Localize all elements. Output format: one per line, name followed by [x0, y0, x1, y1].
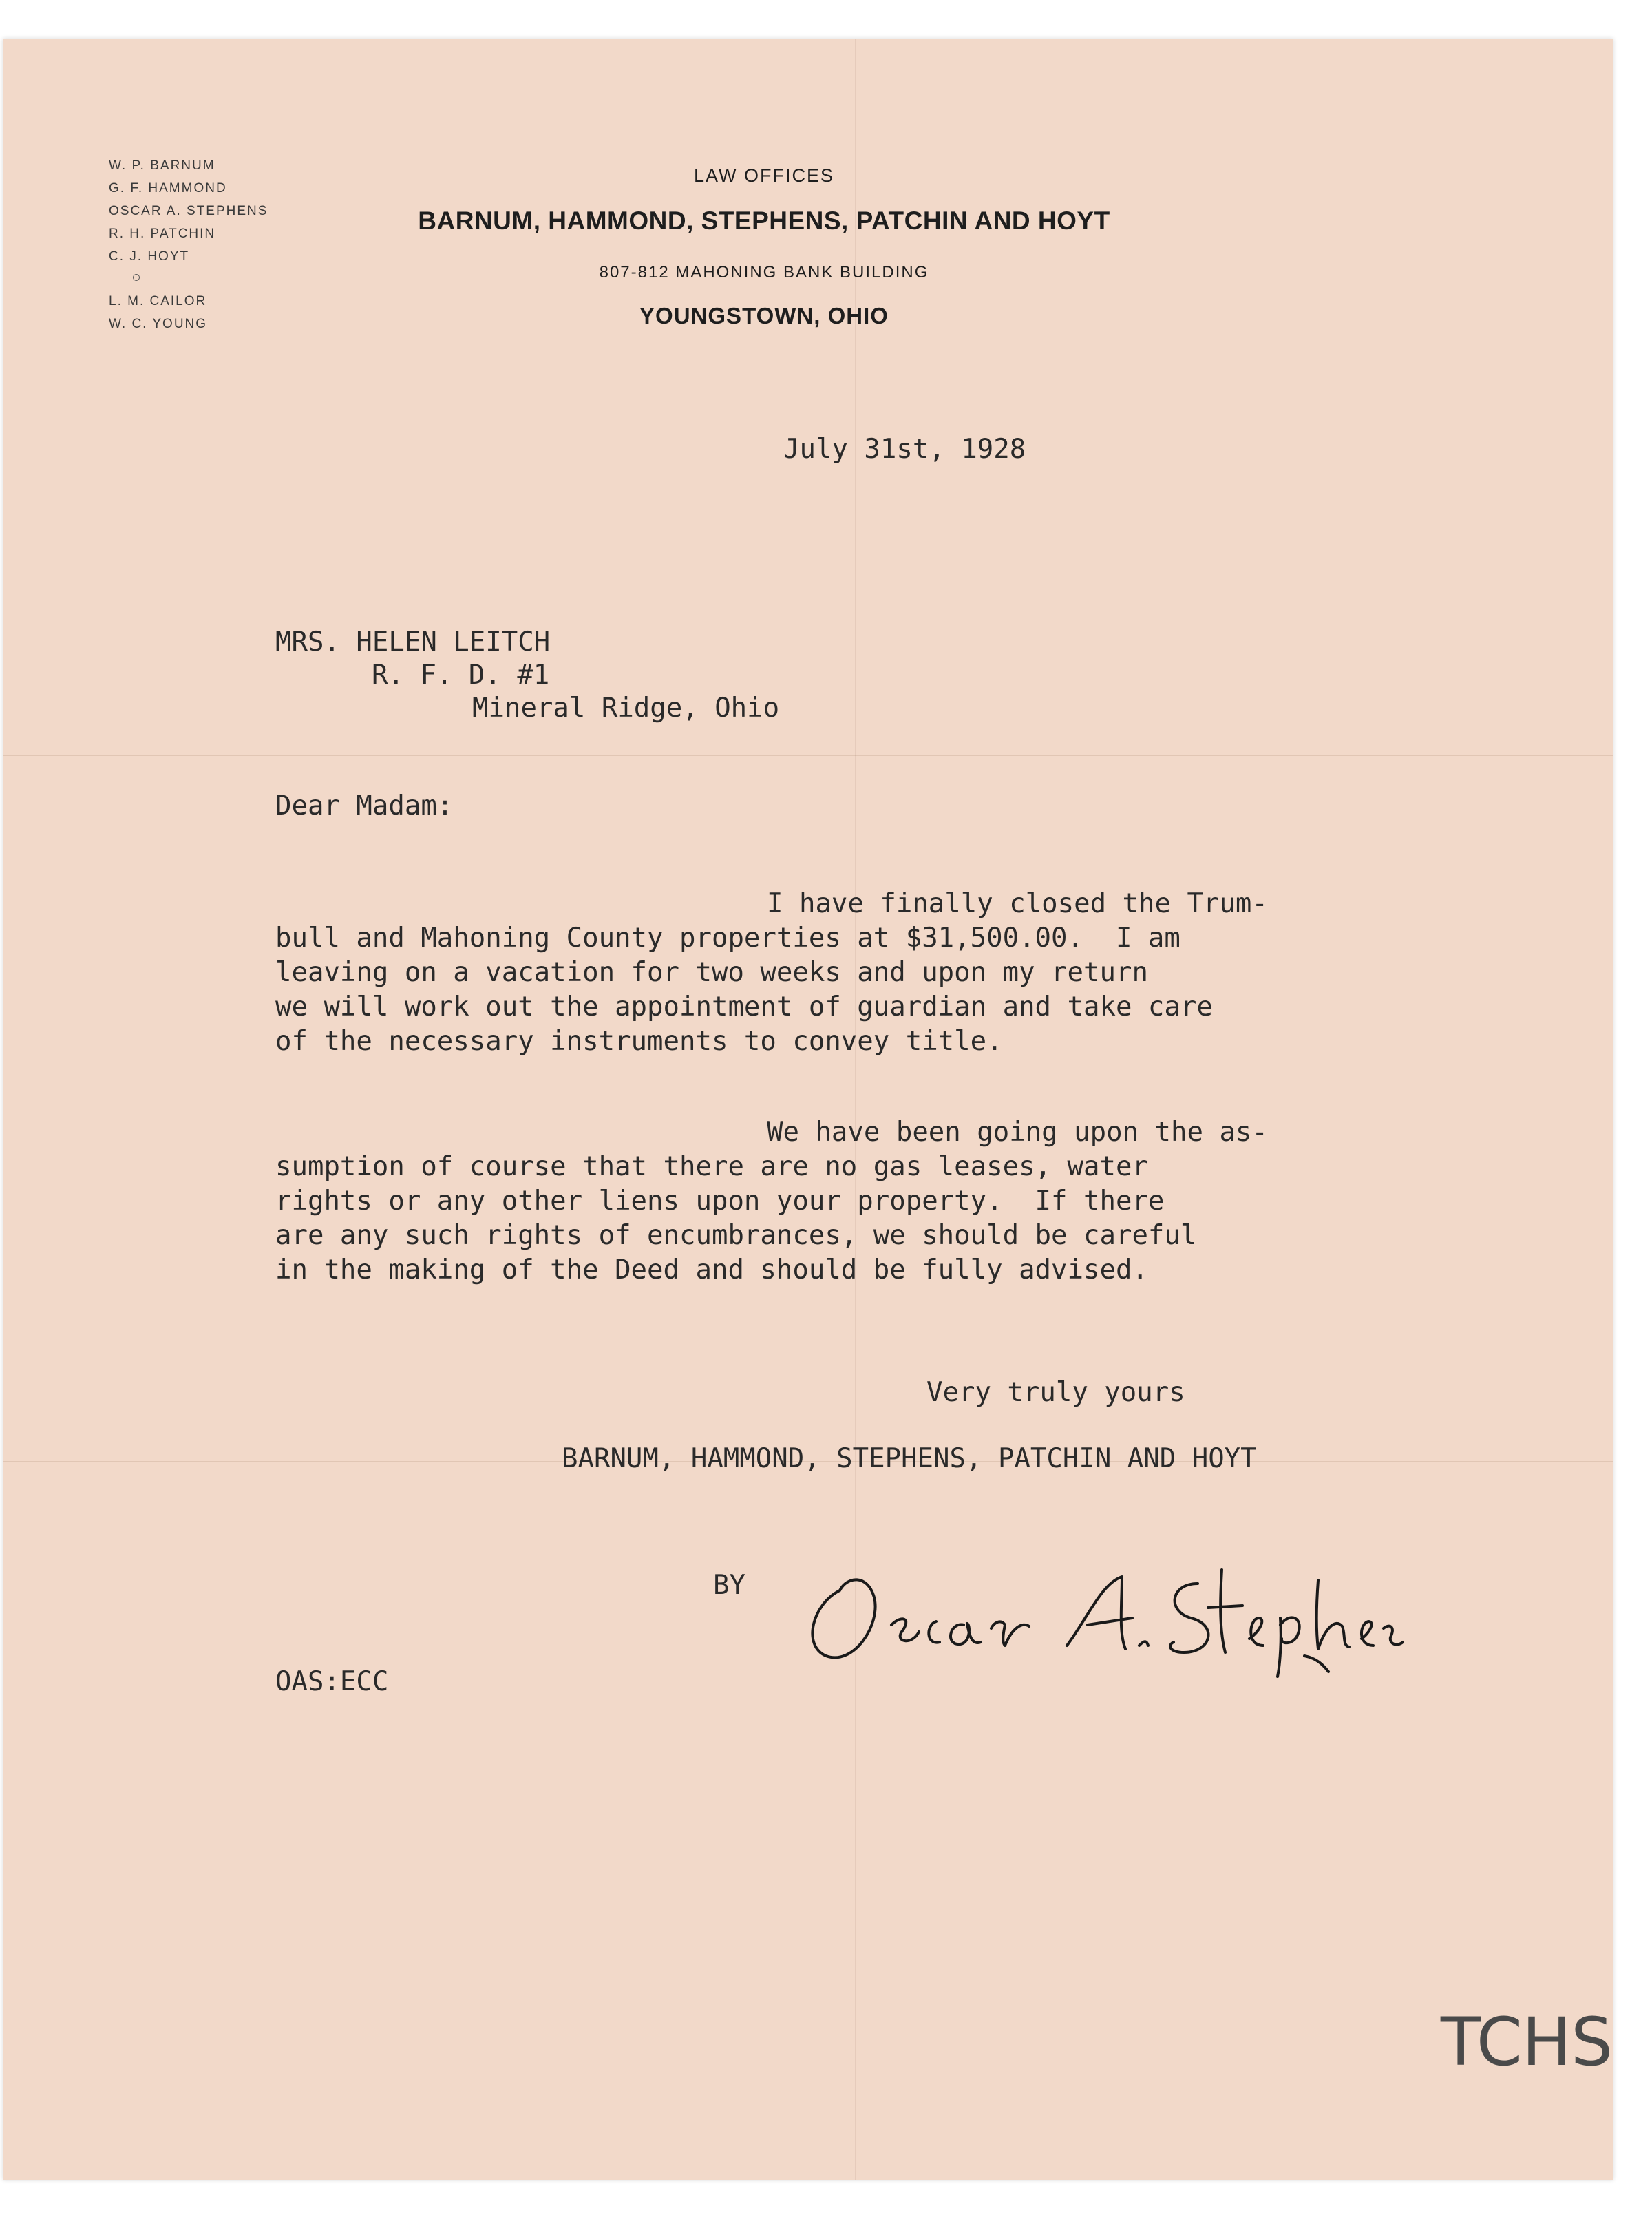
partner-name: OSCAR A. STEPHENS — [109, 204, 268, 218]
paragraph2-line: rights or any other liens upon your property. If there — [275, 1186, 1165, 1217]
firm-signature: BARNUM, HAMMOND, STEPHENS, PATCHIN AND HOYT — [562, 1443, 1257, 1474]
letter-paper — [3, 39, 1613, 2180]
letterhead-city: YOUNGSTOWN, OHIO — [639, 303, 889, 328]
letterhead-address: 807-812 MAHONING BANK BUILDING — [599, 263, 929, 282]
typist-initials: OAS:ECC — [275, 1666, 389, 1697]
paragraph1-line: leaving on a vacation for two weeks and upon my return — [275, 957, 1148, 988]
paragraph2-line: sumption of course that there are no gas leases, water — [275, 1151, 1148, 1182]
partner-name: G. F. HAMMOND — [109, 181, 227, 196]
partner-name: R. H. PATCHIN — [109, 227, 216, 241]
paragraph2-line: in the making of the Deed and should be fully advised. — [275, 1254, 1148, 1285]
by-label: BY — [713, 1570, 745, 1601]
tchs-watermark: TCHS — [1440, 2004, 1612, 2081]
letterhead-heading: LAW OFFICES — [693, 165, 834, 186]
partner-name: W. P. BARNUM — [109, 158, 215, 173]
handwritten-signature — [798, 1542, 1404, 1680]
fold-line — [855, 39, 856, 2180]
letter-date: July 31st, 1928 — [783, 434, 1026, 465]
recipient-city: Mineral Ridge, Ohio — [472, 693, 780, 724]
letterhead-firm-name: BARNUM, HAMMOND, STEPHENS, PATCHIN AND HOYT — [418, 207, 1110, 235]
paragraph2-line: are any such rights of encumbrances, we should be careful — [275, 1220, 1197, 1251]
paragraph2-line: We have been going upon the as- — [767, 1117, 1268, 1148]
closing: Very truly yours — [926, 1377, 1185, 1408]
paragraph1-line: bull and Mahoning County properties at $31,500.00. I am — [275, 923, 1180, 954]
partner-name: C. J. HOYT — [109, 249, 190, 264]
salutation: Dear Madam: — [275, 790, 454, 821]
paragraph1-line: I have finally closed the Trum- — [767, 888, 1268, 919]
recipient-name: MRS. HELEN LEITCH — [275, 627, 551, 658]
associate-name: W. C. YOUNG — [109, 317, 208, 331]
associate-name: L. M. CAILOR — [109, 294, 207, 308]
partner-divider — [113, 271, 161, 284]
partner-list — [109, 154, 268, 335]
fold-line — [3, 755, 1613, 756]
paragraph1-line: we will work out the appointment of guardian and take care — [275, 991, 1213, 1022]
paragraph1-line: of the necessary instruments to convey title. — [275, 1026, 1003, 1057]
recipient-route: R. F. D. #1 — [372, 660, 550, 691]
